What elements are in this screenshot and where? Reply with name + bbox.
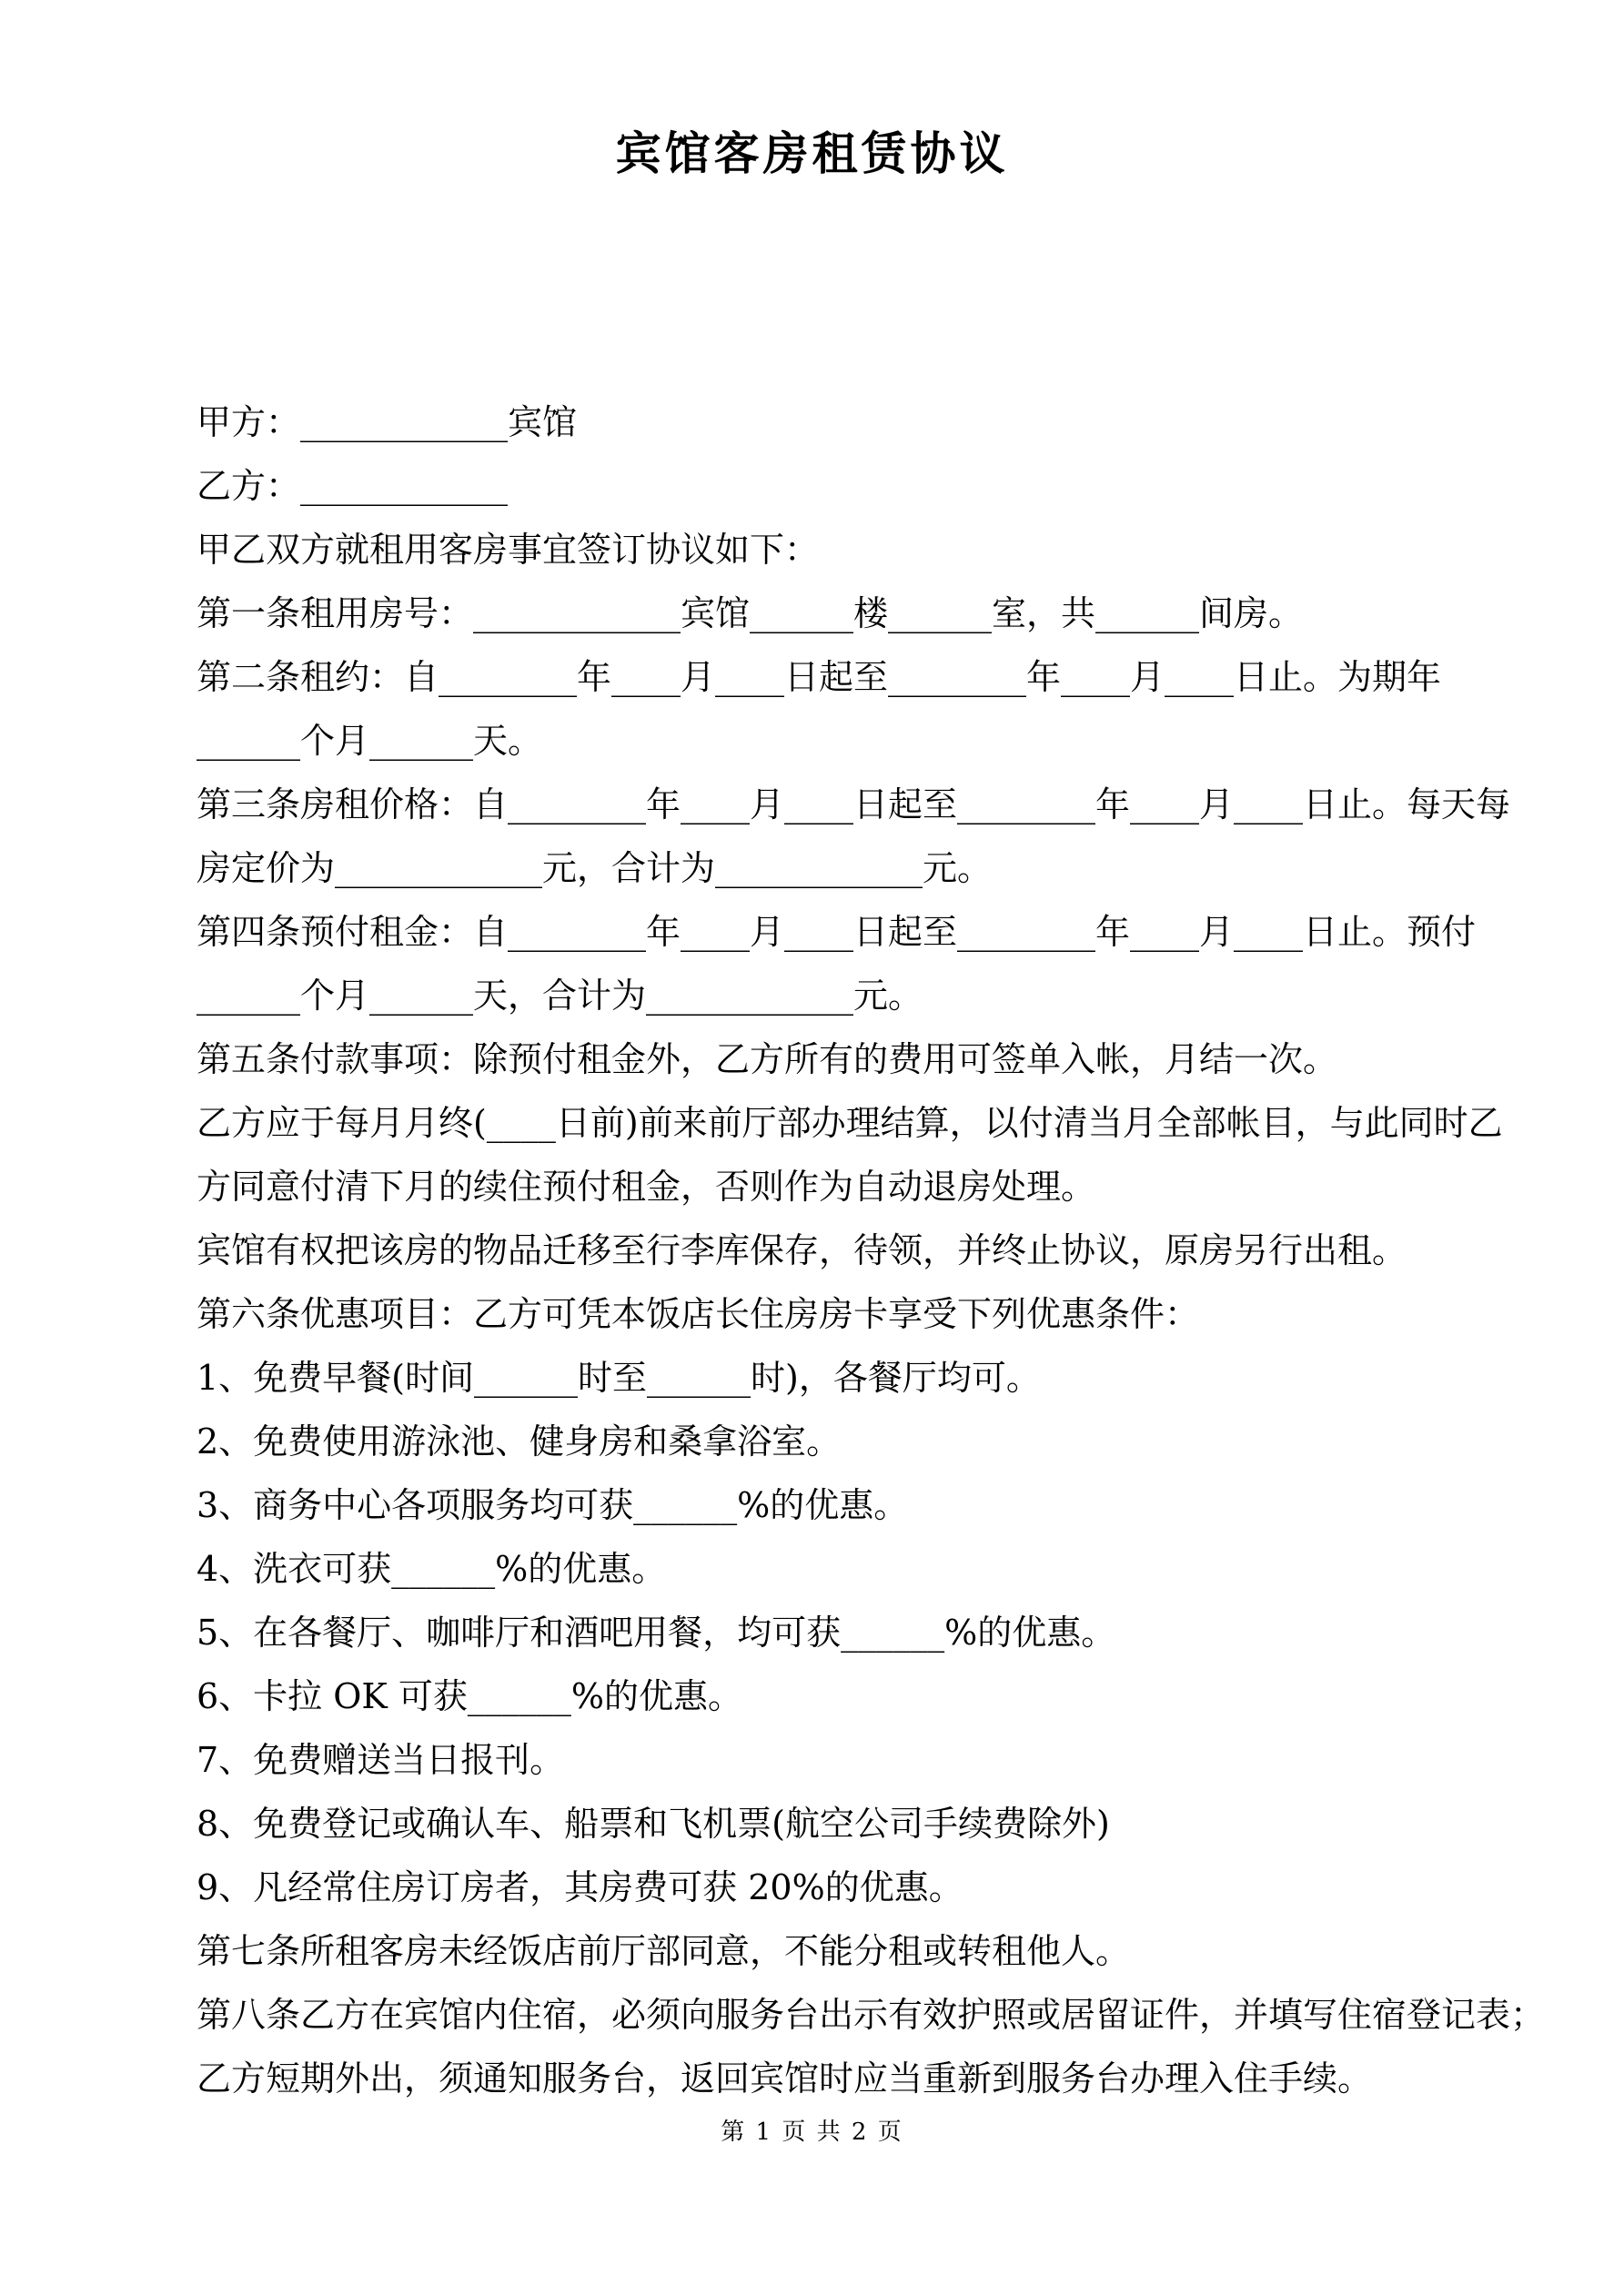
line-item-7-newspaper: 7、免费赠送当日报刊。 — [197, 1740, 565, 1780]
line-article-8-registration: 第八条乙方在宾馆内住宿，必须向服务台出示有效护照或居留证件，并填写住宿登记表； — [197, 1995, 1546, 2035]
line-item-8-tickets: 8、免费登记或确认车、船票和飞机票(航空公司手续费除外) — [197, 1804, 1110, 1844]
line-item-4-laundry: 4、洗衣可获______%的优惠。 — [197, 1549, 667, 1589]
line-article-5-settlement: 乙方应于每月月终(____日前)前来前厅部办理结算，以付清当月全部帐目，与此同时乙 — [197, 1103, 1503, 1143]
line-article-4-prepaid-rent: 第四条预付租金：自________年____月____日起至________年____月____日止。预付 — [197, 912, 1477, 952]
line-party-b: 乙方：____________ — [197, 466, 509, 506]
line-item-1-breakfast: 1、免费早餐(时间______时至______时)，各餐厅均可。 — [197, 1358, 1041, 1398]
line-article-5-payment: 第五条付款事项：除预付租金外，乙方所有的费用可签单入帐，月结一次。 — [197, 1039, 1338, 1079]
line-party-a: 甲方：____________宾馆 — [197, 402, 578, 442]
line-article-8-continued: 乙方短期外出，须通知服务台，返回宾馆时应当重新到服务台办理入住手续。 — [197, 2058, 1373, 2099]
line-article-2-lease-term: 第二条租约：自________年____月____日起至________年____月____日止。为期年 — [197, 657, 1442, 697]
document-title: 宾馆客房租赁协议 — [615, 126, 1009, 180]
line-preamble: 甲乙双方就租用客房事宜签订协议如下： — [197, 530, 820, 570]
line-item-9-frequent-guest: 9、凡经常住房订房者，其房费可获 20%的优惠。 — [197, 1867, 963, 1907]
line-item-6-karaoke: 6、卡拉 OK 可获______%的优惠。 — [197, 1676, 742, 1716]
line-article-6-discounts: 第六条优惠项目：乙方可凭本饭店长住房房卡享受下列优惠条件： — [197, 1294, 1200, 1334]
line-item-2-facilities: 2、免费使用游泳池、健身房和桑拿浴室。 — [197, 1421, 842, 1462]
document-body — [197, 390, 1546, 2110]
line-item-5-dining: 5、在各餐厅、咖啡厅和酒吧用餐，均可获______%的优惠。 — [197, 1613, 1116, 1653]
line-article-3-continued: 房定价为____________元，合计为____________元。 — [197, 848, 993, 888]
line-article-5-storage-clause: 宾馆有权把该房的物品迁移至行李库保存，待领，并终止协议，原房另行出租。 — [197, 1230, 1407, 1270]
page-number-footer: 第 1 页 共 2 页 — [721, 2119, 903, 2146]
line-article-7-sublease: 第七条所租客房未经饭店前厅部同意，不能分租或转租他人。 — [197, 1931, 1131, 1971]
line-article-1-room-number: 第一条租用房号：____________宾馆______楼______室，共______间房。 — [197, 593, 1304, 633]
line-article-2-continued: ______个月______天。 — [197, 721, 543, 761]
line-item-3-business-center: 3、商务中心各项服务均可获______%的优惠。 — [197, 1485, 909, 1525]
line-article-4-continued: ______个月______天，合计为____________元。 — [197, 976, 923, 1016]
line-article-3-rent-price: 第三条房租价格：自________年____月____日起至________年____月____日止。每天每 — [197, 784, 1511, 824]
line-article-5-settlement-continued: 方同意付清下月的续住预付租金，否则作为自动退房处理。 — [197, 1167, 1096, 1207]
